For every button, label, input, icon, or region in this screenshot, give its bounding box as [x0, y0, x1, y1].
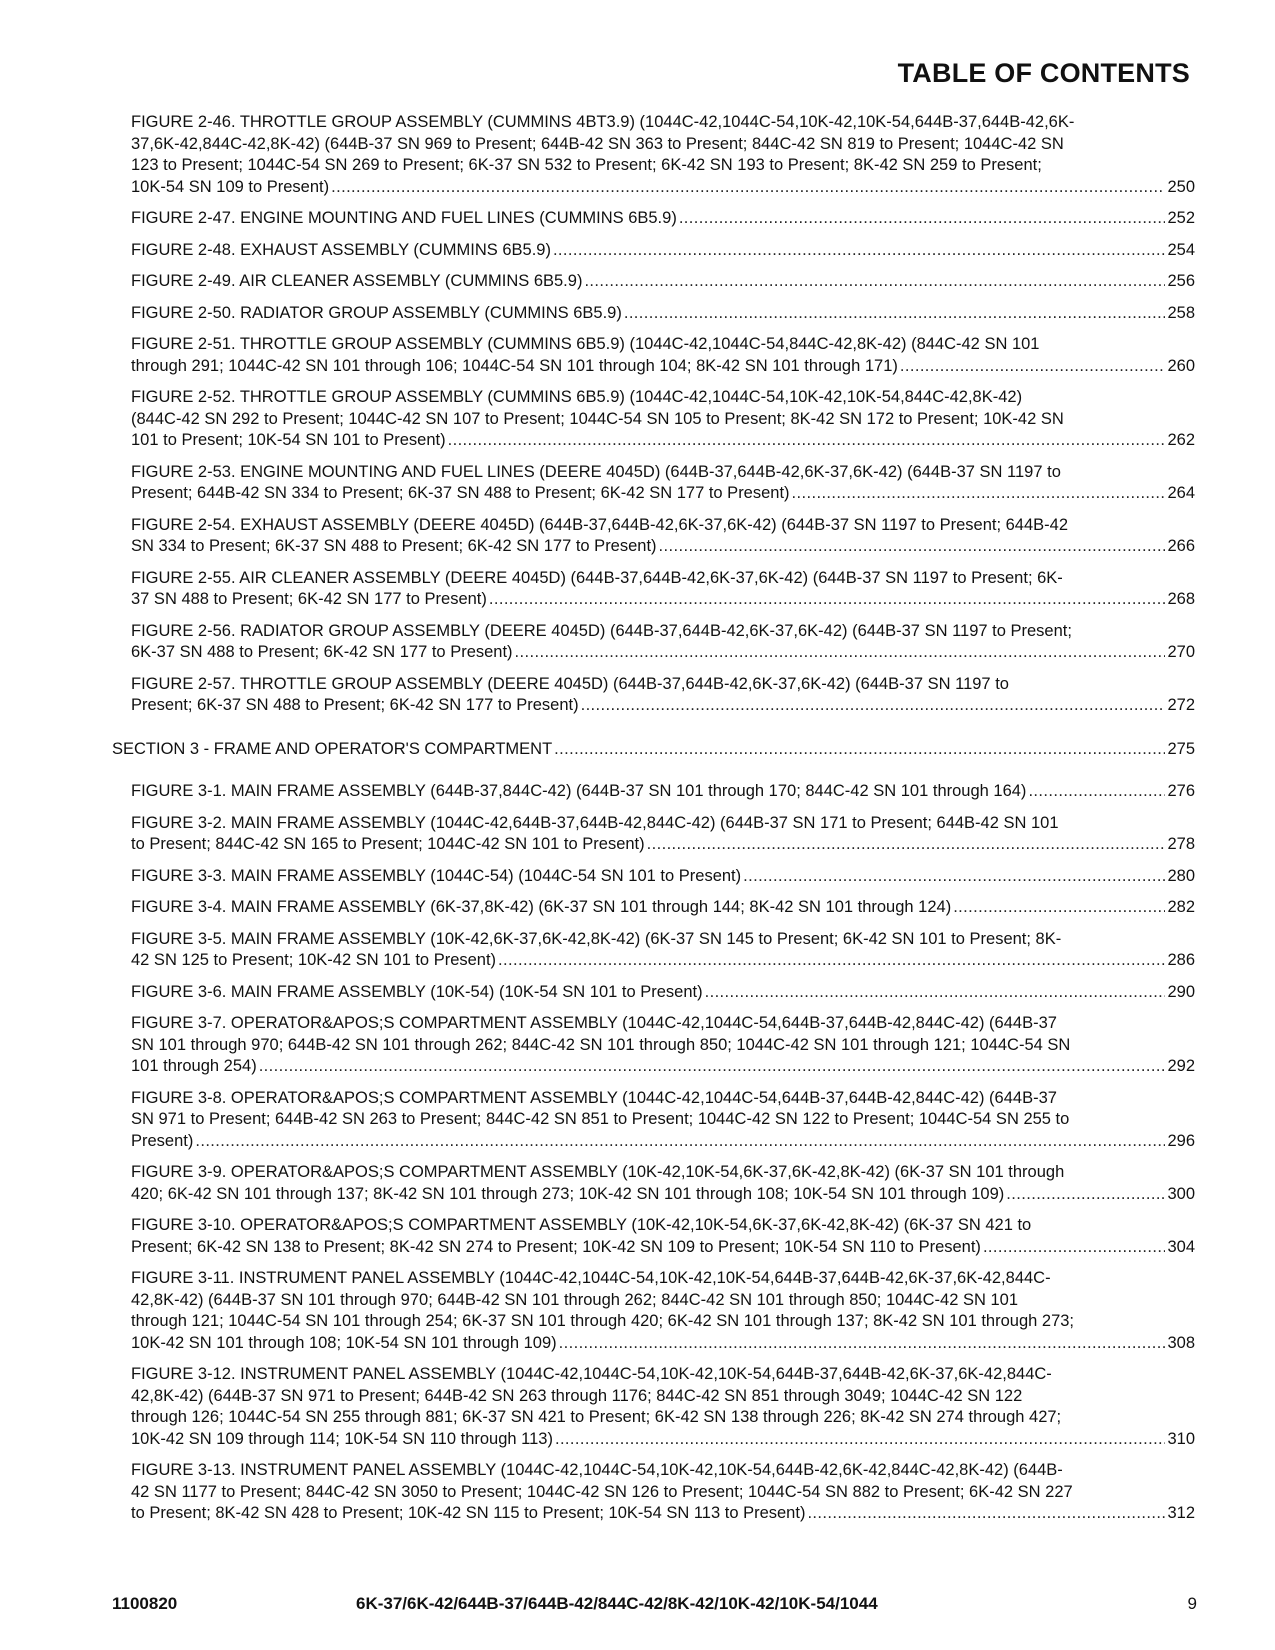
dot-leader: [953, 897, 1165, 919]
toc-entry-text-line: FIGURE 3-8. OPERATOR&APOS;S COMPARTMENT ASSEMBLY (1044C-42,1044C-54,644B-37,644B-42,844C-42) (644B-37: [131, 1088, 1057, 1107]
toc-entry-text-line: 42 SN 1177 to Present; 844C-42 SN 3050 to Present; 1044C-42 SN 126 to Present; 1044C-54 SN 882 to Present; 6K-42 SN 227: [131, 1482, 1073, 1501]
toc-entry-text-line: to Present; 844C-42 SN 165 to Present; 1044C-42 SN 101 to Present): [131, 835, 645, 853]
toc-figure-entry[interactable]: [112, 334, 1195, 377]
toc-entry-text-line: FIGURE 3-6. MAIN FRAME ASSEMBLY (10K-54) (10K-54 SN 101 to Present): [131, 982, 703, 1001]
toc-entry-text-line: FIGURE 2-52. THROTTLE GROUP ASSEMBLY (CUMMINS 6B5.9) (1044C-42,1044C-54,10K-42,10K-54,844C-42,8K-42): [131, 388, 1023, 406]
dot-leader: [807, 1503, 1165, 1525]
dot-leader: [555, 1429, 1166, 1451]
toc-entry-text-line: SN 101 through 970; 644B-42 SN 101 through 262; 844C-42 SN 101 through 850; 1044C-42 SN 101 through 121; 1044C-54 SN: [131, 1035, 1071, 1054]
dot-leader: [705, 982, 1166, 1004]
toc-page-number[interactable]: 260: [1167, 356, 1195, 375]
toc-entry-text-line: Present): [131, 1131, 194, 1150]
toc-entry-text-line: FIGURE 2-48. EXHAUST ASSEMBLY (CUMMINS 6B5.9): [131, 240, 551, 259]
toc-entry-text-line: FIGURE 2-54. EXHAUST ASSEMBLY (DEERE 4045D) (644B-37,644B-42,6K-37,6K-42) (644B-37 SN 1197 to Present; 644B-42: [131, 515, 1069, 534]
toc-page-number[interactable]: 286: [1167, 951, 1195, 969]
toc-figure-entry[interactable]: [112, 982, 1195, 1004]
dot-leader: [983, 1237, 1166, 1259]
toc-page-number[interactable]: 310: [1167, 1429, 1195, 1448]
toc-page-number[interactable]: 266: [1167, 537, 1195, 555]
dot-leader: [581, 695, 1166, 717]
toc-entry-text-line: 42,8K-42) (644B-37 SN 971 to Present; 644B-42 SN 263 through 1176; 844C-42 SN 851 through 3049; 1044C-42 SN 122: [131, 1386, 1023, 1405]
toc-figure-entry[interactable]: [112, 674, 1195, 717]
toc-page-number[interactable]: 296: [1167, 1131, 1195, 1150]
toc-page-number[interactable]: 312: [1167, 1504, 1195, 1522]
dot-leader: [679, 208, 1166, 230]
toc-figure-entry[interactable]: [112, 1162, 1195, 1205]
toc-entry-text-line: 420; 6K-42 SN 101 through 137; 8K-42 SN 101 through 273; 10K-42 SN 101 through 108; 10K-54 SN 101 through 109): [131, 1184, 1005, 1203]
toc-figure-entry[interactable]: [112, 1215, 1195, 1258]
toc-figure-entry[interactable]: [112, 781, 1195, 803]
toc-entry-text-line: FIGURE 2-57. THROTTLE GROUP ASSEMBLY (DEERE 4045D) (644B-37,644B-42,6K-37,6K-42) (644B-37 SN 1197 to: [131, 674, 1009, 693]
dot-leader: [489, 589, 1166, 611]
toc-figure-entry[interactable]: [112, 1013, 1195, 1078]
toc-page-number[interactable]: 254: [1167, 240, 1195, 259]
dot-leader: [195, 1131, 1165, 1153]
toc-entry-text-line: Present; 6K-37 SN 488 to Present; 6K-42 SN 177 to Present): [131, 696, 579, 714]
toc-entry-text-line: 6K-37 SN 488 to Present; 6K-42 SN 177 to Present): [131, 643, 513, 661]
dot-leader: [647, 834, 1166, 856]
toc-figure-entry[interactable]: [112, 897, 1195, 919]
toc-entry-text-line: 42 SN 125 to Present; 10K-42 SN 101 to Present): [131, 951, 497, 969]
toc-entry-text-line: 42,8K-42) (644B-37 SN 101 through 970; 644B-42 SN 101 through 262; 844C-42 SN 101 through 850; 1044C-42 SN 101: [131, 1290, 1019, 1309]
toc-entry-text-line: 101 to Present; 10K-54 SN 101 to Present): [131, 431, 446, 449]
dot-leader: [743, 866, 1165, 888]
toc-figure-entry[interactable]: [112, 240, 1195, 262]
toc-figure-entry[interactable]: [112, 112, 1195, 198]
toc-entry-text-line: Present; 6K-42 SN 138 to Present; 8K-42 SN 274 to Present; 10K-42 SN 109 to Present; 10K-54 SN 110 to Present): [131, 1237, 981, 1256]
toc-entry-text-line: FIGURE 2-49. AIR CLEANER ASSEMBLY (CUMMINS 6B5.9): [131, 272, 583, 290]
toc-page-number[interactable]: 272: [1167, 696, 1195, 714]
toc-figure-entry[interactable]: [112, 387, 1195, 452]
toc-entry-text-line: through 291; 1044C-42 SN 101 through 106; 1044C-54 SN 101 through 104; 8K-42 SN 101 through 171): [131, 356, 898, 375]
toc-entry-text-line: FIGURE 3-1. MAIN FRAME ASSEMBLY (644B-37,844C-42) (644B-37 SN 101 through 170; 844C-42 SN 101 through 164): [131, 782, 1027, 800]
toc-page-number[interactable]: 304: [1167, 1237, 1195, 1256]
dot-leader: [498, 950, 1165, 972]
dot-leader: [331, 177, 1165, 199]
toc-entry-text-line: FIGURE 3-7. OPERATOR&APOS;S COMPARTMENT ASSEMBLY (1044C-42,1044C-54,644B-37,644B-42,844C-42) (644B-37: [131, 1014, 1057, 1032]
toc-entry-text-line: 10K-42 SN 101 through 108; 10K-54 SN 101 through 109): [131, 1333, 557, 1352]
toc-entry-text-line: FIGURE 3-4. MAIN FRAME ASSEMBLY (6K-37,8K-42) (6K-37 SN 101 through 144; 8K-42 SN 101 through 124): [131, 898, 952, 916]
toc-entry-text-line: FIGURE 2-55. AIR CLEANER ASSEMBLY (DEERE 4045D) (644B-37,644B-42,6K-37,6K-42) (644B-37 SN 1197 to Present; 6K-: [131, 568, 1063, 587]
toc-entry-text-line: SECTION 3 - FRAME AND OPERATOR'S COMPARTMENT: [112, 739, 553, 758]
toc-page-number[interactable]: 256: [1167, 272, 1195, 290]
toc-page-number[interactable]: 278: [1167, 835, 1195, 853]
toc-figure-entry[interactable]: [112, 208, 1195, 230]
toc-entry-text-line: FIGURE 3-9. OPERATOR&APOS;S COMPARTMENT ASSEMBLY (10K-42,10K-54,6K-37,6K-42,8K-42) (6K-37 SN 101 through: [131, 1163, 1065, 1181]
toc-entry-text-line: FIGURE 3-5. MAIN FRAME ASSEMBLY (10K-42,6K-37,6K-42,8K-42) (6K-37 SN 145 to Present; 6K-42 SN 101 to Present; 8K-: [131, 929, 1062, 948]
toc-page-number[interactable]: 258: [1167, 303, 1195, 322]
dot-leader: [559, 1333, 1166, 1355]
toc-page-number[interactable]: 308: [1167, 1333, 1195, 1352]
toc-figure-entry[interactable]: [112, 813, 1195, 856]
toc-figure-entry[interactable]: [112, 1364, 1195, 1450]
toc-page-number[interactable]: 270: [1167, 643, 1195, 661]
toc-figure-entry[interactable]: [112, 866, 1195, 888]
toc-entry-text-line: 37 SN 488 to Present; 6K-42 SN 177 to Present): [131, 590, 487, 608]
toc-entry-text-line: FIGURE 3-3. MAIN FRAME ASSEMBLY (1044C-54) (1044C-54 SN 101 to Present): [131, 866, 742, 885]
footer-model-list: 6K-37/6K-42/644B-37/644B-42/844C-42/8K-42/10K-42/10K-54/1044: [356, 1594, 878, 1613]
footer-doc-number: 1100820: [112, 1594, 178, 1613]
toc-entry-text-line: FIGURE 3-13. INSTRUMENT PANEL ASSEMBLY (1044C-42,1044C-54,10K-42,10K-54,644B-42,6K-42,844C-42,8K-42) (644B-: [131, 1461, 1063, 1479]
toc-entry-text-line: FIGURE 2-47. ENGINE MOUNTING AND FUEL LINES (CUMMINS 6B5.9): [131, 209, 677, 227]
dot-leader: [792, 483, 1166, 505]
toc-figure-entry[interactable]: [112, 568, 1195, 611]
toc-entry-text-line: 10K-42 SN 109 through 114; 10K-54 SN 110 through 113): [131, 1429, 553, 1448]
toc-section-entry[interactable]: [112, 739, 1195, 761]
toc-entry-text-line: FIGURE 2-51. THROTTLE GROUP ASSEMBLY (CUMMINS 6B5.9) (1044C-42,1044C-54,844C-42,8K-42) (844C-42 SN 101: [131, 335, 1040, 353]
toc-page-number[interactable]: 252: [1167, 209, 1195, 227]
toc-entry-text-line: (844C-42 SN 292 to Present; 1044C-42 SN 107 to Present; 1044C-54 SN 105 to Present; 8K-42 SN 172 to Present; 10K-42 SN: [131, 409, 1064, 428]
toc-page-number[interactable]: 262: [1167, 431, 1195, 449]
dot-leader: [1006, 1184, 1165, 1206]
toc-figure-entry[interactable]: [112, 271, 1195, 293]
toc-entry-text-line: to Present; 8K-42 SN 428 to Present; 10K-42 SN 115 to Present; 10K-54 SN 113 to Present): [131, 1504, 806, 1522]
toc-figure-entry[interactable]: [112, 929, 1195, 972]
dot-leader: [1028, 781, 1165, 803]
dot-leader: [553, 240, 1166, 262]
dot-leader: [900, 356, 1166, 378]
dot-leader: [624, 303, 1166, 325]
toc-page-number[interactable]: 300: [1167, 1184, 1195, 1203]
toc-entry-text-line: FIGURE 2-53. ENGINE MOUNTING AND FUEL LINES (DEERE 4045D) (644B-37,644B-42,6K-37,6K-42) (644B-37 SN 1197 to: [131, 462, 1061, 481]
toc-page-number[interactable]: 280: [1167, 866, 1195, 885]
toc-figure-entry[interactable]: [112, 1268, 1195, 1354]
toc-entry-text-line: through 126; 1044C-54 SN 255 through 881; 6K-37 SN 421 to Present; 6K-42 SN 138 through 226; 8K-42 SN 274 through 427;: [131, 1408, 1062, 1426]
toc-entry-text-line: SN 971 to Present; 644B-42 SN 263 to Present; 844C-42 SN 851 to Present; 1044C-42 SN 122 to Present; 1044C-54 SN 255 to: [131, 1110, 1070, 1128]
toc-figure-entry[interactable]: [112, 303, 1195, 325]
dot-leader: [554, 739, 1165, 761]
table-of-contents: [112, 112, 1195, 1535]
toc-figure-entry[interactable]: [112, 1088, 1195, 1153]
toc-entry-text-line: FIGURE 3-11. INSTRUMENT PANEL ASSEMBLY (1044C-42,1044C-54,10K-42,10K-54,644B-37,644B-42,6K-37,6K-42,844C-: [131, 1269, 1051, 1287]
toc-page-number[interactable]: 268: [1167, 590, 1195, 608]
toc-page-number[interactable]: 275: [1167, 739, 1195, 758]
toc-page-number[interactable]: 282: [1167, 898, 1195, 916]
toc-page-number[interactable]: 264: [1167, 484, 1195, 502]
toc-figure-entry[interactable]: [112, 1460, 1195, 1525]
toc-entry-text-line: SN 334 to Present; 6K-37 SN 488 to Present; 6K-42 SN 177 to Present): [131, 537, 657, 555]
toc-entry-text-line: FIGURE 3-10. OPERATOR&APOS;S COMPARTMENT ASSEMBLY (10K-42,10K-54,6K-37,6K-42,8K-42) (6K-37 SN 421 to: [131, 1216, 1032, 1234]
toc-entry-text-line: Present; 644B-42 SN 334 to Present; 6K-37 SN 488 to Present; 6K-42 SN 177 to Present): [131, 484, 790, 502]
toc-entry-text-line: 123 to Present; 1044C-54 SN 269 to Present; 6K-37 SN 532 to Present; 6K-42 SN 193 to Present; 8K-42 SN 259 to Present;: [131, 156, 1042, 174]
toc-figure-entry[interactable]: [112, 462, 1195, 505]
toc-page-number[interactable]: 276: [1167, 782, 1195, 800]
dot-leader: [448, 430, 1166, 452]
dot-leader: [659, 536, 1166, 558]
toc-entry-text-line: FIGURE 2-56. RADIATOR GROUP ASSEMBLY (DEERE 4045D) (644B-37,644B-42,6K-37,6K-42) (644B-37 SN 1197 to Present;: [131, 621, 1072, 640]
toc-figure-entry[interactable]: [112, 621, 1195, 664]
toc-page-number[interactable]: 292: [1167, 1057, 1195, 1075]
dot-leader: [259, 1056, 1166, 1078]
toc-entry-text-line: 101 through 254): [131, 1057, 257, 1075]
toc-entry-text-line: FIGURE 2-46. THROTTLE GROUP ASSEMBLY (CUMMINS 4BT3.9) (1044C-42,1044C-54,10K-42,10K-54,644B-37,644B-42,6K-: [131, 113, 1075, 131]
dot-leader: [515, 642, 1166, 664]
toc-figure-entry[interactable]: [112, 515, 1195, 558]
toc-entry-text-line: 37,6K-42,844C-42,8K-42) (644B-37 SN 969 to Present; 644B-42 SN 363 to Present; 844C-42 SN 819 to Present; 1044C-42 SN: [131, 134, 1064, 153]
toc-page-number[interactable]: 290: [1167, 982, 1195, 1001]
page-title: TABLE OF CONTENTS: [897, 58, 1190, 88]
toc-entry-text-line: through 121; 1044C-54 SN 101 through 254; 6K-37 SN 101 through 420; 6K-42 SN 101 through 137; 8K-42 SN 101 through 273;: [131, 1312, 1075, 1330]
toc-entry-text-line: FIGURE 2-50. RADIATOR GROUP ASSEMBLY (CUMMINS 6B5.9): [131, 303, 622, 322]
toc-page-number[interactable]: 250: [1167, 177, 1195, 196]
toc-entry-text-line: FIGURE 3-2. MAIN FRAME ASSEMBLY (1044C-42,644B-37,644B-42,844C-42) (644B-37 SN 171 to Present; 644B-42 SN 101: [131, 813, 1059, 832]
toc-entry-text-line: 10K-54 SN 109 to Present): [131, 177, 330, 196]
toc-entry-text-line: FIGURE 3-12. INSTRUMENT PANEL ASSEMBLY (1044C-42,1044C-54,10K-42,10K-54,644B-37,644B-42,6K-37,6K-42,844C-: [131, 1365, 1052, 1383]
footer-page-number: 9: [1187, 1594, 1197, 1613]
dot-leader: [584, 271, 1165, 293]
